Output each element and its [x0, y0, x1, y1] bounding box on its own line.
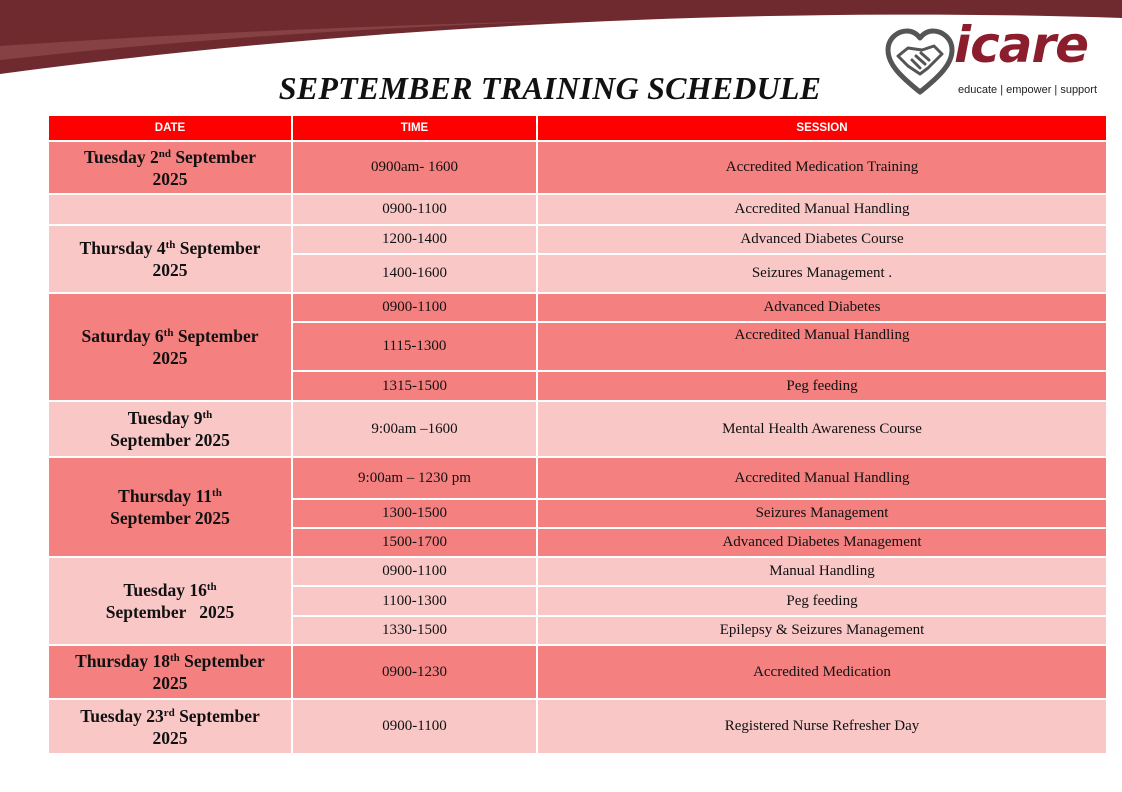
time-cell: 0900-1100 — [292, 194, 537, 225]
brand-tagline: educate | empower | support — [958, 84, 1098, 96]
date-cell: Tuesday 16th September 2025 — [48, 557, 292, 645]
table-row — [48, 457, 1107, 499]
session-cell: Accredited Manual Handling — [537, 194, 1107, 225]
table-row — [48, 557, 1107, 586]
session-cell: Mental Health Awareness Course — [537, 401, 1107, 457]
table-row — [48, 401, 1107, 457]
table-row — [48, 645, 1107, 699]
time-cell: 9:00am –1600 — [292, 401, 537, 457]
column-header-date: DATE — [48, 115, 292, 141]
time-cell: 1500-1700 — [292, 528, 537, 557]
session-cell: Seizures Management — [537, 499, 1107, 528]
time-cell: 1315-1500 — [292, 371, 537, 401]
date-cell: Thursday 18th September 2025 — [48, 645, 292, 699]
column-header-time: TIME — [292, 115, 537, 141]
table-row — [48, 194, 1107, 225]
date-cell: Thursday 4th September 2025 — [48, 225, 292, 293]
time-cell: 1115-1300 — [292, 322, 537, 371]
time-cell: 1330-1500 — [292, 616, 537, 645]
column-header-session: SESSION — [537, 115, 1107, 141]
schedule-table — [47, 114, 1108, 755]
session-cell: Seizures Management . — [537, 254, 1107, 293]
session-cell: Epilepsy & Seizures Management — [537, 616, 1107, 645]
time-cell: 0900-1230 — [292, 645, 537, 699]
session-cell: Accredited Manual Handling — [537, 457, 1107, 499]
session-cell: Peg feeding — [537, 371, 1107, 401]
time-cell: 1200-1400 — [292, 225, 537, 254]
date-cell: Saturday 6th September 2025 — [48, 293, 292, 401]
time-cell: 0900am- 1600 — [292, 141, 537, 194]
time-cell: 1400-1600 — [292, 254, 537, 293]
table-header-row — [48, 115, 1107, 141]
time-cell: 0900-1100 — [292, 557, 537, 586]
session-cell: Advanced Diabetes Management — [537, 528, 1107, 557]
session-cell: Registered Nurse Refresher Day — [537, 699, 1107, 754]
session-cell: Manual Handling — [537, 557, 1107, 586]
table-row — [48, 225, 1107, 254]
session-cell: Accredited Medication — [537, 645, 1107, 699]
table-row — [48, 699, 1107, 754]
session-cell: Advanced Diabetes — [537, 293, 1107, 322]
date-cell: Tuesday 2nd September 2025 — [48, 141, 292, 194]
date-cell: Tuesday 23rd September 2025 — [48, 699, 292, 754]
table-row — [48, 293, 1107, 322]
table-row — [48, 141, 1107, 194]
time-cell: 0900-1100 — [292, 293, 537, 322]
session-cell: Advanced Diabetes Course — [537, 225, 1107, 254]
time-cell: 9:00am – 1230 pm — [292, 457, 537, 499]
session-cell: Peg feeding — [537, 586, 1107, 616]
date-cell: Thursday 11th September 2025 — [48, 457, 292, 557]
brand-name: icare — [954, 16, 1089, 74]
time-cell: 1300-1500 — [292, 499, 537, 528]
time-cell: 0900-1100 — [292, 699, 537, 754]
page-title: SEPTEMBER TRAINING SCHEDULE — [278, 70, 822, 106]
date-cell: Tuesday 9th September 2025 — [48, 401, 292, 457]
session-cell: Accredited Manual Handling — [537, 322, 1107, 371]
date-cell-empty — [48, 194, 292, 225]
time-cell: 1100-1300 — [292, 586, 537, 616]
session-cell: Accredited Medication Training — [537, 141, 1107, 194]
